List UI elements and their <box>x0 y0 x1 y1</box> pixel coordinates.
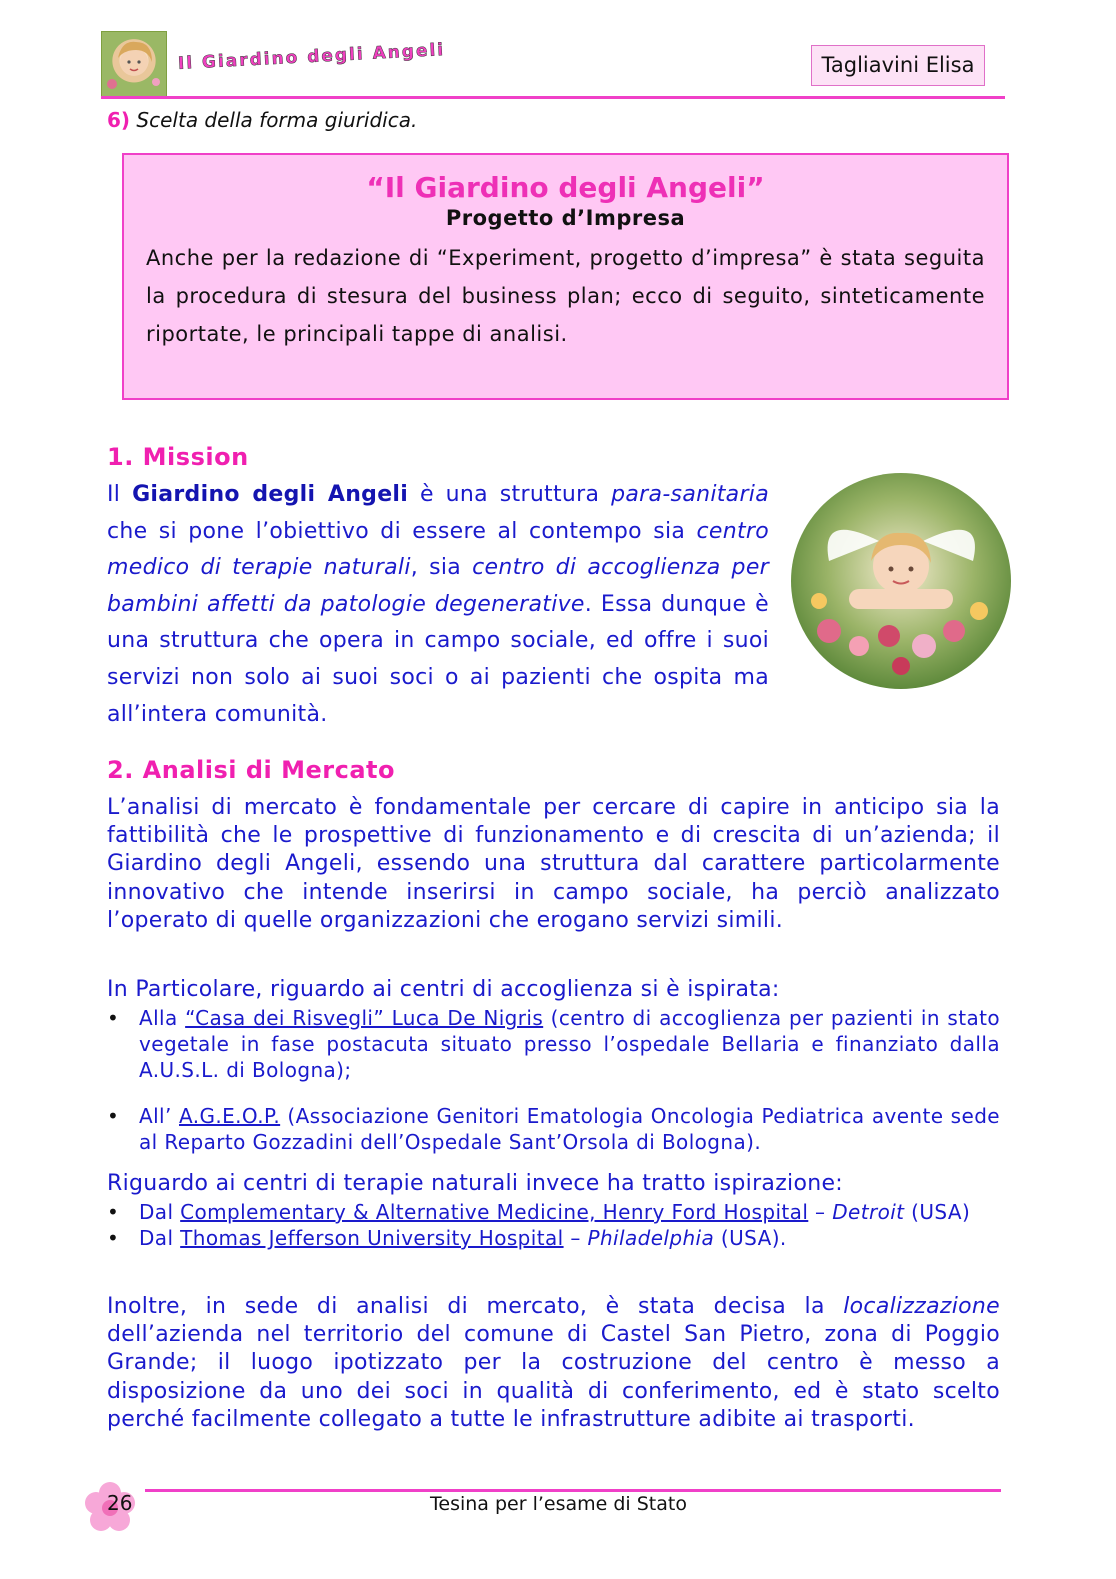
list-item: • All’ A.G.E.O.P. (Associazione Genitori Ematologia Oncologia Pediatrica avente sede al Reparto Gozzadini dell’Ospedale Sant’Orsola di Bologna). <box>107 1104 1000 1154</box>
angel-image <box>789 471 1013 691</box>
author-name: Tagliavini Elisa <box>811 45 985 86</box>
project-description: Anche per la redazione di “Experiment, progetto d’impresa” è stata seguita la procedura di stesura del business plan; ecco di seguito, sinteticamente riportate, le principali tappe di analisi. <box>146 246 985 346</box>
project-title: “Il Giardino degli Angeli” <box>366 171 765 204</box>
company-name: Giardino degli Angeli <box>132 482 409 507</box>
market-heading: 2. Analisi di Mercato <box>107 756 395 784</box>
henry-ford-link[interactable]: Complementary & Alternative Medicine, Henry Ford Hospital <box>180 1200 809 1224</box>
market-paragraph-3: Riguardo ai centri di terapie naturali invece ha tratto ispirazione: <box>107 1171 844 1196</box>
footer-text: Tesina per l’esame di Stato <box>430 1493 687 1515</box>
mission-paragraph: Il Giardino degli Angeli è una struttura para-sanitaria che si pone l’obiettivo di essere al contempo sia centro medico di terapie naturali, sia centro di accoglienza per bambini affetti da patologie degenerative. Essa dunque è una struttura che opera in campo sociale, ed offre i suoi servizi non solo ai suoi soci o ai pazienti che ospita ma all’intera comunità. <box>107 482 770 727</box>
project-box <box>122 153 1009 400</box>
mission-heading: 1. Mission <box>107 443 249 471</box>
casa-risvegli-link[interactable]: “Casa dei Risvegli” Luca De Nigris <box>185 1006 544 1030</box>
header-divider <box>101 96 1005 99</box>
terapie-list <box>107 1199 1000 1251</box>
header-logo <box>101 31 167 97</box>
footer-divider <box>145 1489 1001 1492</box>
angel-garden-icon <box>789 471 1013 691</box>
market-paragraph-2: In Particolare, riguardo ai centri di accoglienza si è ispirata: <box>107 977 780 1002</box>
header-title: Il Giardino degli Angeli <box>177 40 446 74</box>
page-number: 26 <box>107 1491 133 1515</box>
ageop-link[interactable]: A.G.E.O.P. <box>179 1104 281 1128</box>
list-item: • Alla “Casa dei Risvegli” Luca De Nigris (centro di accoglienza per pazienti in stato vegetale in fase postacuta situato presso l’ospedale Bellaria e finanziato dalla A.U.S.L. di Bologna); <box>107 1006 1001 1082</box>
section-number: 6) <box>107 108 131 132</box>
section-title-text: Scelta della forma giuridica. <box>136 108 418 132</box>
market-paragraph-1: L’analisi di mercato è fondamentale per cercare di capire in anticipo sia la fattibilità che le prospettive di funzionamento e di crescita di un’azienda; il Giardino degli Angeli, essendo una struttura dal carattere particolarmente innovativo che intende inserirsi in campo sociale, ha perciò analizzato l’operato di quelle organizzazioni che erogano servizi simili. <box>107 795 1000 933</box>
angel-face-icon <box>102 32 166 96</box>
accoglienza-list <box>107 1005 1000 1155</box>
project-subtitle: Progetto d’Impresa <box>445 206 686 230</box>
list-item: • Dal Thomas Jefferson University Hospital – Philadelphia (USA). <box>107 1226 787 1250</box>
jefferson-link[interactable]: Thomas Jefferson University Hospital <box>180 1226 564 1250</box>
list-item: • Dal Complementary & Alternative Medicine, Henry Ford Hospital – Detroit (USA) <box>107 1200 971 1224</box>
section-title <box>107 108 417 132</box>
market-paragraph-4: Inoltre, in sede di analisi di mercato, è stata decisa la localizzazione dell’azienda nel territorio del comune di Castel San Pietro, zona di Poggio Grande; il luogo ipotizzato per la costruzione del centro è messo a disposizione da uno dei soci in qualità di conferimento, ed è stato scelto perché facilmente collegato a tutte le infrastrutture adibite ai trasporti. <box>107 1294 1000 1432</box>
